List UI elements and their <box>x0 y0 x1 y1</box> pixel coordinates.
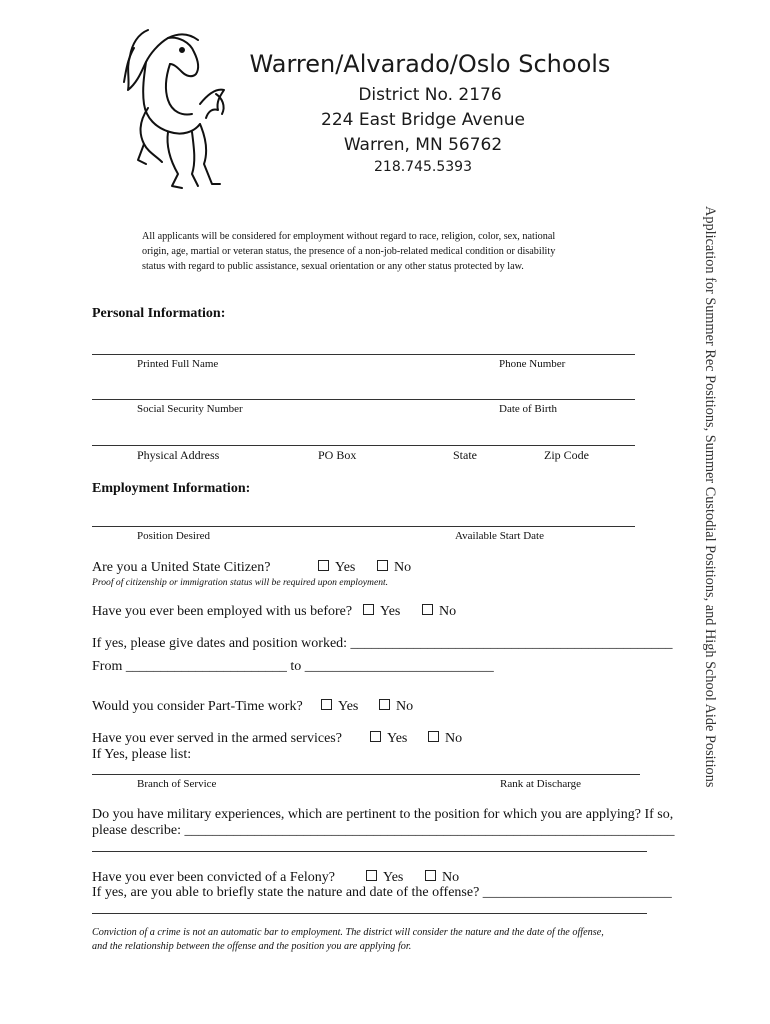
ssn-label: Social Security Number <box>137 403 243 415</box>
address-label: Physical Address <box>137 448 220 462</box>
position-desired-label: Position Desired <box>137 530 211 542</box>
from-to-field[interactable]: From _______________________ to ___________________________ <box>92 659 494 674</box>
checkbox-icon[interactable] <box>422 604 433 615</box>
street-address: 224 East Bridge Avenue <box>321 110 525 130</box>
armed-services-question: Have you ever served in the armed services? <box>92 731 342 746</box>
personal-info-heading: Personal Information: <box>92 306 226 321</box>
felony-detail-field[interactable]: If yes, are you able to briefly state the nature and date of the offense? ___________________________ <box>92 885 672 900</box>
eeo-line: origin, age, martial or veteran status, the presence of a non-job-related medical condition or disability <box>142 246 556 257</box>
citizen-question: Are you a United State Citizen? <box>92 560 271 575</box>
citizen-no-option[interactable] <box>377 560 411 576</box>
branch-label: Branch of Service <box>137 778 217 790</box>
mustang-horse-logo <box>108 24 228 192</box>
checkbox-icon[interactable] <box>425 870 436 881</box>
conviction-disclaimer <box>92 926 604 954</box>
armed-yes-option[interactable] <box>370 731 407 747</box>
employment-info-heading: Employment Information: <box>92 481 251 496</box>
disclaimer-line: and the relationship between the offense and the position you are applying for. <box>92 941 412 952</box>
employed-no-option[interactable] <box>422 604 456 620</box>
po-box-label: PO Box <box>318 448 357 462</box>
no-label: No <box>445 731 463 746</box>
part-time-yes-option[interactable] <box>321 699 358 715</box>
dob-label: Date of Birth <box>499 403 558 415</box>
checkbox-icon[interactable] <box>428 731 439 742</box>
yes-label: Yes <box>338 699 359 714</box>
no-label: No <box>442 870 460 885</box>
branch-rank-field[interactable] <box>92 774 640 775</box>
name-phone-field[interactable] <box>92 354 635 355</box>
yes-label: Yes <box>380 604 401 619</box>
checkbox-icon[interactable] <box>370 731 381 742</box>
eeo-line: All applicants will be considered for employment without regard to race, religion, color, sex, national <box>142 231 556 242</box>
employed-before-question: Have you ever been employed with us before? <box>92 604 353 619</box>
felony-yes-option[interactable] <box>366 870 403 886</box>
yes-label: Yes <box>335 560 356 575</box>
military-describe-field[interactable]: please describe: ______________________________________________________________________ <box>92 823 675 838</box>
felony-no-option[interactable] <box>425 870 459 886</box>
printed-name-label: Printed Full Name <box>137 358 219 370</box>
eeo-line: status with regard to public assistance, sexual orientation or any other status protected by law. <box>142 261 524 272</box>
rank-label: Rank at Discharge <box>500 778 582 790</box>
felony-extra-line[interactable] <box>92 913 647 914</box>
part-time-question: Would you consider Part-Time work? <box>92 699 303 714</box>
state-label: State <box>453 448 477 462</box>
zip-label: Zip Code <box>544 448 589 462</box>
address-field[interactable] <box>92 445 635 446</box>
armed-list-prompt: If Yes, please list: <box>92 747 192 762</box>
start-date-label: Available Start Date <box>455 530 544 542</box>
phone-number-label: Phone Number <box>499 358 566 370</box>
citizen-yes-option[interactable] <box>318 560 355 576</box>
checkbox-icon[interactable] <box>379 699 390 710</box>
armed-no-option[interactable] <box>428 731 462 747</box>
eeo-statement <box>142 229 555 274</box>
no-label: No <box>396 699 414 714</box>
employed-yes-option[interactable] <box>363 604 400 620</box>
district-number: District No. 2176 <box>358 85 502 105</box>
felony-question: Have you ever been convicted of a Felony? <box>92 870 335 885</box>
yes-label: Yes <box>383 870 404 885</box>
military-experience-question: Do you have military experiences, which are pertinent to the position for which you are applying? If so, <box>92 807 674 822</box>
application-title-vertical: Application for Summer Rec Positions, Summer Custodial Positions, and High School Aide Positions <box>702 206 718 788</box>
dates-position-field[interactable]: If yes, please give dates and position worked: ______________________________________________ <box>92 636 673 651</box>
district-phone: 218.745.5393 <box>374 159 472 175</box>
part-time-no-option[interactable] <box>379 699 413 715</box>
citizen-note: Proof of citizenship or immigration status will be required upon employment. <box>92 577 389 588</box>
no-label: No <box>394 560 412 575</box>
school-name: Warren/Alvarado/Oslo Schools <box>249 50 611 78</box>
city-state-zip: Warren, MN 56762 <box>343 135 503 155</box>
military-extra-line[interactable] <box>92 851 647 852</box>
disclaimer-line: Conviction of a crime is not an automatic bar to employment. The district will consider the nature and the date of the offense, <box>92 927 604 938</box>
no-label: No <box>439 604 457 619</box>
checkbox-icon[interactable] <box>377 560 388 571</box>
checkbox-icon[interactable] <box>363 604 374 615</box>
checkbox-icon[interactable] <box>318 560 329 571</box>
yes-label: Yes <box>387 731 408 746</box>
checkbox-icon[interactable] <box>321 699 332 710</box>
checkbox-icon[interactable] <box>366 870 377 881</box>
position-date-field[interactable] <box>92 526 635 527</box>
ssn-dob-field[interactable] <box>92 399 635 400</box>
